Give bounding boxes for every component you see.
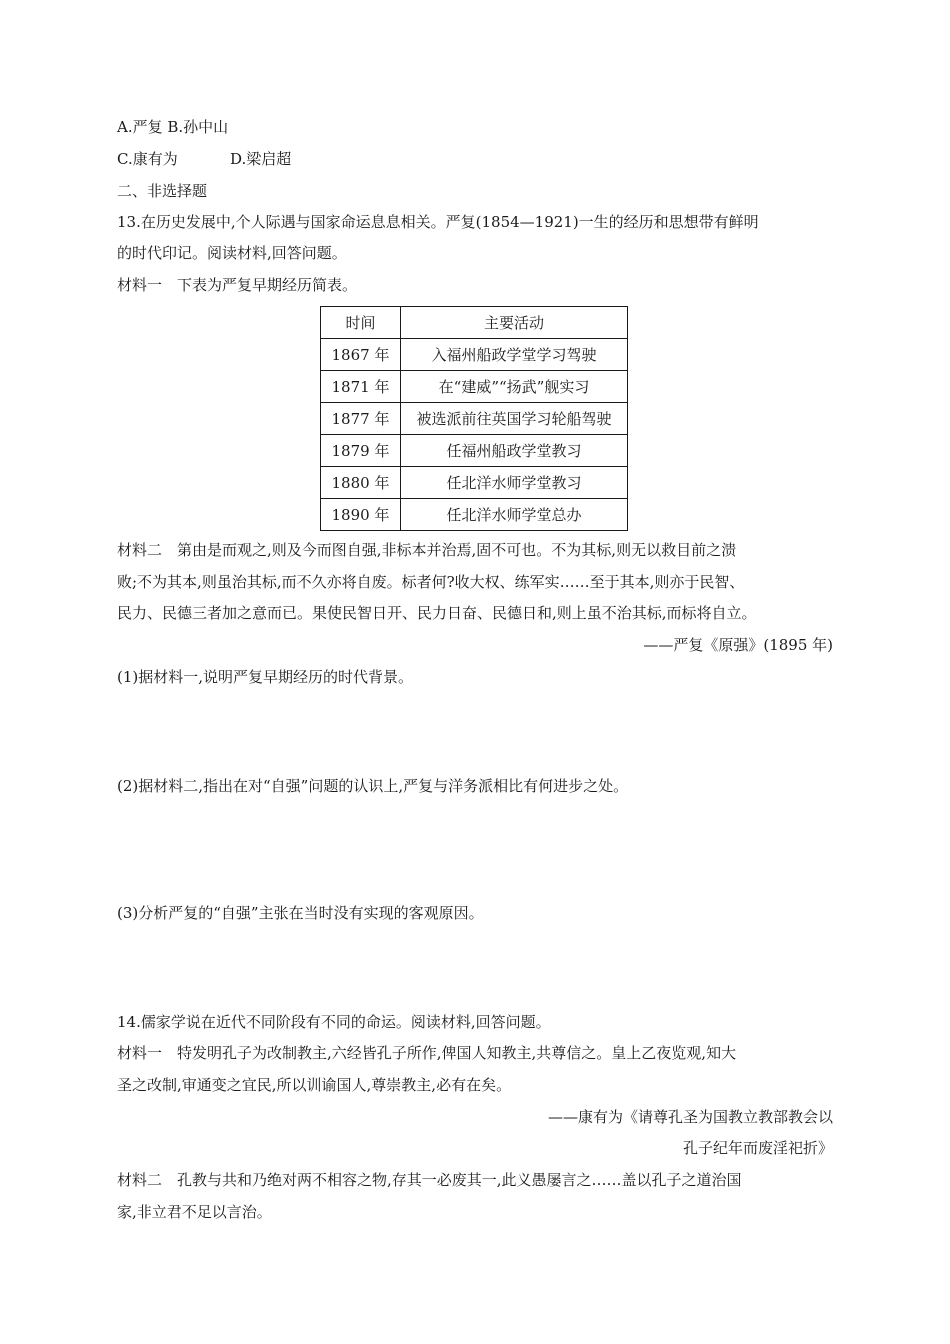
table-cell-year: 1880 年	[321, 467, 401, 499]
q13-subquestion-3: (3)分析严复的“自强”主张在当时没有实现的客观原因。	[117, 904, 484, 922]
q12-options-ab: A.严复 B.孙中山	[117, 118, 229, 136]
table-row	[321, 467, 628, 499]
q12-option-c: C.康有为	[117, 150, 178, 168]
q13-stem-line2: 的时代印记。阅读材料,回答问题。	[117, 244, 347, 262]
table-row	[321, 339, 628, 371]
table-cell-year: 1867 年	[321, 339, 401, 371]
table-cell-activity: 在“建威”“扬武”舰实习	[401, 371, 628, 403]
table-cell-activity: 任北洋水师学堂教习	[401, 467, 628, 499]
table-cell-activity: 入福州船政学堂学习驾驶	[401, 339, 628, 371]
table-header-row	[321, 307, 628, 339]
q12-option-d: D.梁启超	[230, 150, 292, 168]
table-cell-activity: 任北洋水师学堂总办	[401, 499, 628, 531]
q13-subquestion-1: (1)据材料一,说明严复早期经历的时代背景。	[117, 668, 414, 686]
q13-material2-line2: 败;不为其本,则虽治其标,而不久亦将自废。标者何?收大权、练军实……至于其本,则亦于民智、	[117, 573, 745, 591]
table-cell-year: 1879 年	[321, 435, 401, 467]
table-cell-year: 1890 年	[321, 499, 401, 531]
q14-material1-line2: 圣之改制,审通变之宜民,所以训谕国人,尊崇教主,必有在矣。	[117, 1076, 512, 1094]
q13-material1-intro: 材料一 下表为严复早期经历简表。	[117, 276, 358, 294]
q14-material2-line1: 材料二 孔教与共和乃绝对两不相容之物,存其一必废其一,此义愚屡言之……盖以孔子之道治国	[117, 1171, 742, 1189]
table-row	[321, 499, 628, 531]
section-title: 二、非选择题	[117, 182, 208, 200]
q13-material2-line3: 民力、民德三者加之意而已。果使民智日开、民力日奋、民德日和,则上虽不治其标,而标将自立。	[117, 604, 757, 622]
table-row	[321, 435, 628, 467]
q13-subquestion-2: (2)据材料二,指出在对“自强”问题的认识上,严复与洋务派相比有何进步之处。	[117, 777, 629, 795]
q13-material2-line1: 材料二 第由是而观之,则及今而图自强,非标本并治焉,固不可也。不为其标,则无以救目前之溃	[117, 541, 737, 559]
q12-options-cd	[117, 149, 291, 169]
table-cell-year: 1877 年	[321, 403, 401, 435]
q14-stem: 14.儒家学说在近代不同阶段有不同的命运。阅读材料,回答问题。	[117, 1013, 551, 1031]
q14-material1-source-line1: ——康有为《请尊孔圣为国教立教部教会以	[547, 1108, 833, 1126]
q13-stem-line1: 13.在历史发展中,个人际遇与国家命运息息相关。严复(1854—1921)一生的经历和思想带有鲜明	[117, 213, 759, 231]
table-row	[321, 371, 628, 403]
table-row	[321, 403, 628, 435]
table-header-activity: 主要活动	[401, 307, 628, 339]
q14-material1-source-line2: 孔子纪年而废淫祀折》	[682, 1139, 833, 1157]
table-cell-activity: 任福州船政学堂教习	[401, 435, 628, 467]
table-cell-year: 1871 年	[321, 371, 401, 403]
yanfu-career-table	[320, 306, 628, 531]
q13-material2-source: ——严复《原强》(1895 年)	[643, 636, 833, 654]
table-header-time: 时间	[321, 307, 401, 339]
q14-material2-line2: 家,非立君不足以言治。	[117, 1203, 272, 1221]
table-cell-activity: 被选派前往英国学习轮船驾驶	[401, 403, 628, 435]
q14-material1-line1: 材料一 特发明孔子为改制教主,六经皆孔子所作,俾国人知教主,共尊信之。皇上乙夜览观,知大	[117, 1044, 737, 1062]
